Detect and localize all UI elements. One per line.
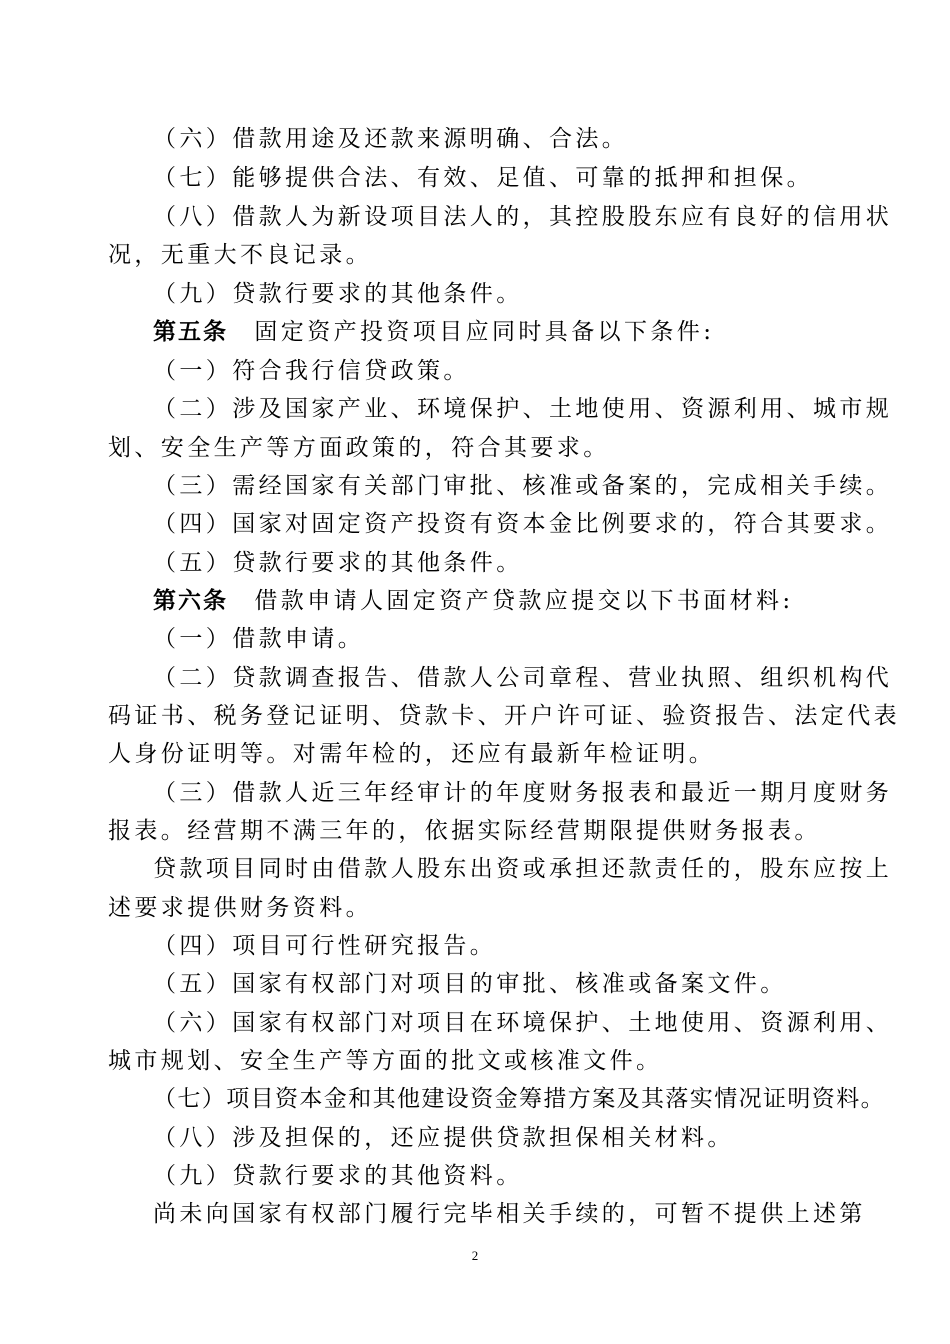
text-line: （七）项目资本金和其他建设资金筹措方案及其落实情况证明资料。: [153, 1086, 885, 1112]
text-line: 城市规划、安全生产等方面的批文或核准文件。: [108, 1048, 663, 1074]
text-line: （二）贷款调查报告、借款人公司章程、营业执照、组织机构代: [153, 665, 893, 691]
text-line: （一）符合我行信贷政策。: [153, 358, 470, 384]
text-line: 述要求提供财务资料。: [108, 895, 372, 921]
text-line: （三）借款人近三年经审计的年度财务报表和最近一期月度财务: [153, 780, 893, 806]
text-line: （八）涉及担保的，还应提供贷款担保相关材料。: [153, 1125, 734, 1151]
text-line: 报表。经营期不满三年的，依据实际经营期限提供财务报表。: [108, 818, 821, 844]
document-page: [108, 0, 900, 1344]
text-line: （四）国家对固定资产投资有资本金比例要求的，符合其要求。: [153, 511, 893, 537]
text-line: 况，无重大不良记录。: [108, 242, 372, 268]
article-number: 第五条: [153, 318, 228, 345]
text-line: （九）贷款行要求的其他资料。: [153, 1163, 523, 1189]
article-heading: 第六条 借款申请人固定资产贷款应提交以下书面材料:: [153, 587, 794, 614]
article-number: 第六条: [153, 587, 228, 614]
text-line: （一）借款申请。: [153, 626, 365, 652]
text-line: 人身份证明等。对需年检的，还应有最新年检证明。: [108, 741, 716, 767]
text-line: （二）涉及国家产业、环境保护、土地使用、资源利用、城市规: [153, 396, 893, 422]
text-line: （九）贷款行要求的其他条件。: [153, 281, 523, 307]
text-line: 贷款项目同时由借款人股东出资或承担还款责任的，股东应按上: [153, 856, 893, 882]
text-line: （三）需经国家有关部门审批、核准或备案的，完成相关手续。: [153, 473, 893, 499]
text-line: （五）贷款行要求的其他条件。: [153, 550, 523, 576]
text-line: 码证书、税务登记证明、贷款卡、开户许可证、验资报告、法定代表: [108, 703, 900, 729]
article-heading: 第五条 固定资产投资项目应同时具备以下条件:: [153, 318, 715, 345]
text-line: （五）国家有权部门对项目的审批、核准或备案文件。: [153, 971, 787, 997]
text-line: （六）借款用途及还款来源明确、合法。: [153, 126, 629, 152]
text-line: （七）能够提供合法、有效、足值、可靠的抵押和担保。: [153, 165, 813, 191]
text-line: （八）借款人为新设项目法人的，其控股股东应有良好的信用状: [153, 204, 893, 230]
text-line: （四）项目可行性研究报告。: [153, 933, 497, 959]
text-line: （六）国家有权部门对项目在环境保护、土地使用、资源利用、: [153, 1010, 893, 1036]
page-number: 2: [471, 1248, 479, 1263]
text-line: 尚未向国家有权部门履行完毕相关手续的，可暂不提供上述第: [153, 1201, 866, 1227]
text-line: 划、安全生产等方面政策的，符合其要求。: [108, 435, 610, 461]
